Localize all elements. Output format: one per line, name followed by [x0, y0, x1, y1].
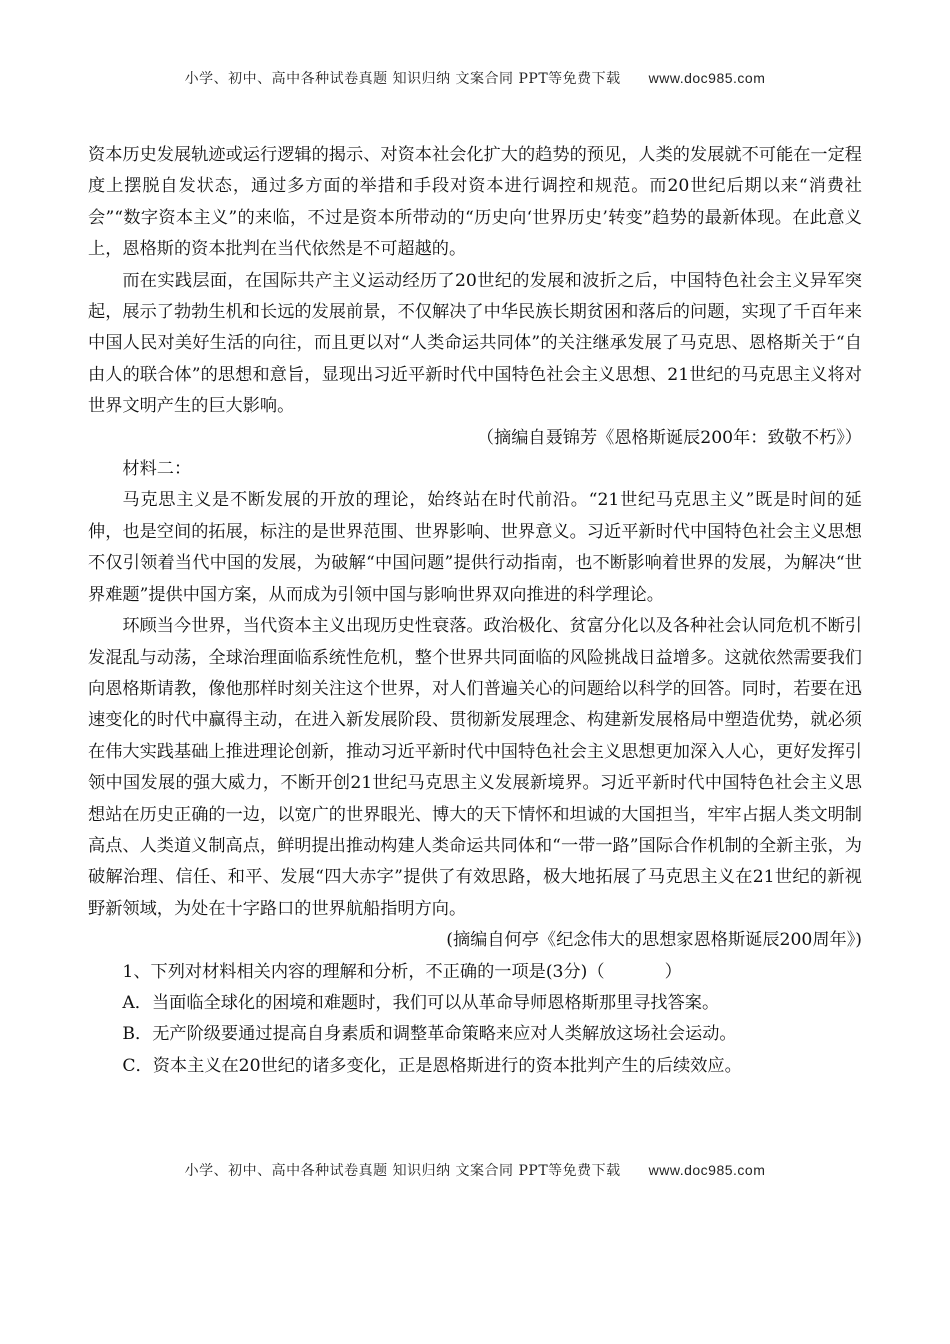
option-c: C．资本主义在20世纪的诸多变化，正是恩格斯进行的资本批判产生的后续效应。 [122, 1055, 742, 1076]
question-stem-end: ） [664, 961, 682, 982]
source-citation-2: (摘编自何亭《纪念伟大的思想家恩格斯诞辰200周年》) [446, 930, 862, 951]
option-b: B．无产阶级要通过提高自身素质和调整革命策略来应对人类解放这场社会运动。 [122, 1024, 737, 1045]
question-stem [88, 957, 862, 988]
option-a: A．当面临全球化的困境和难题时，我们可以从革命导师恩格斯那里寻找答案。 [122, 992, 720, 1013]
page-header [0, 68, 950, 88]
source-citation-1: （摘编自聂锦芳《恩格斯诞辰200年：致敬不朽》） [476, 427, 862, 448]
paragraph-1: 资本历史发展轨迹或运行逻辑的揭示、对资本社会化扩大的趋势的预见，人类的发展就不可能在一定程度上摆脱自发状态，通过多方面的举措和手段对资本进行调控和规范。而20世纪后期以来“消费社会”“数字资本主义”的来临，不过是资本所带动的“历史向‘世界历史’转变”趋势的最新体现。在此意义上，恩格斯的资本批判在当代依然是不可超越的。 [88, 145, 862, 260]
material-2-heading: 材料二： [122, 459, 192, 480]
footer-site-link[interactable]: www.doc985.com [648, 1162, 766, 1178]
header-site-link[interactable]: www.doc985.com [648, 70, 766, 86]
question-stem-text: 1、下列对材料相关内容的理解和分析，不正确的一项是(3分)（ [122, 961, 605, 982]
paragraph-2: 而在实践层面，在国际共产主义运动经历了20世纪的发展和波折之后，中国特色社会主义异军突起，展示了勃勃生机和长远的发展前景，不仅解决了中华民族长期贫困和落后的问题，实现了千百年来中国人民对美好生活的向往，而且更以对“人类命运共同体”的关注继承发展了马克思、恩格斯关于“自由人的联合体”的思想和意旨，显现出习近平新时代中国特色社会主义思想、21世纪的马克思主义将对世界文明产生的巨大影响。 [88, 270, 862, 417]
header-text: 小学、初中、高中各种试卷真题 知识归纳 文案合同 PPT等免费下载 [184, 71, 621, 87]
page-footer [0, 1160, 950, 1180]
footer-text: 小学、初中、高中各种试卷真题 知识归纳 文案合同 PPT等免费下载 [184, 1163, 621, 1179]
article-body [88, 140, 862, 1082]
paragraph-3: 马克思主义是不断发展的开放的理论，始终站在时代前沿。“21世纪马克思主义”既是时间的延伸，也是空间的拓展，标注的是世界范围、世界影响、世界意义。习近平新时代中国特色社会主义思想不仅引领着当代中国的发展，为破解“中国问题”提供行动指南，也不断影响着世界的发展，为解决“世界难题”提供中国方案，从而成为引领中国与影响世界双向推进的科学理论。 [88, 490, 862, 605]
paragraph-4: 环顾当今世界，当代资本主义出现历史性衰落。政治极化、贫富分化以及各种社会认同危机不断引发混乱与动荡，全球治理面临系统性危机，整个世界共同面临的风险挑战日益增多。这就依然需要我们向恩格斯请教，像他那样时刻关注这个世界，对人们普遍关心的问题给以科学的回答。同时，若要在迅速变化的时代中赢得主动，在进入新发展阶段、贯彻新发展理念、构建新发展格局中塑造优势，就必须在伟大实践基础上推进理论创新，推动习近平新时代中国特色社会主义思想更加深入人心，更好发挥引领中国发展的强大威力，不断开创21世纪马克思主义发展新境界。习近平新时代中国特色社会主义思想站在历史正确的一边，以宽广的世界眼光、博大的天下情怀和坦诚的大国担当，牢牢占据人类文明制高点、人类道义制高点，鲜明提出推动构建人类命运共同体和“一带一路”国际合作机制的全新主张，为破解治理、信任、和平、发展“四大赤字”提供了有效思路，极大地拓展了马克思主义在21世纪的新视野新领域，为处在十字路口的世界航船指明方向。 [88, 616, 862, 919]
